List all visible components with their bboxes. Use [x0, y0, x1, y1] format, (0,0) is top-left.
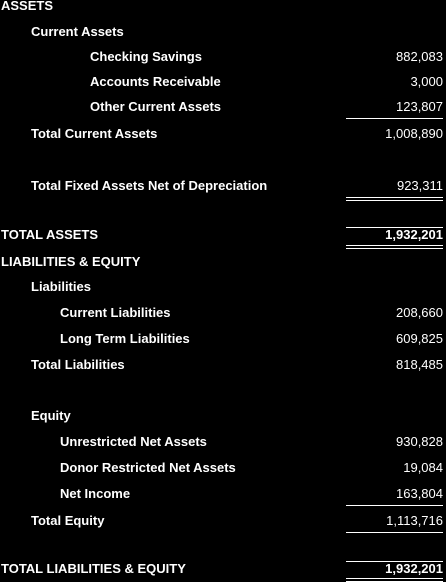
line-item-value: 163,804 — [396, 486, 443, 501]
subtotal-rule — [346, 505, 443, 506]
line-item-value: 208,660 — [396, 305, 443, 320]
table-row — [0, 47, 446, 67]
fixed-assets-value: 923,311 — [396, 178, 443, 193]
grand-total-double-rule — [346, 578, 443, 582]
liabilities-heading-row — [0, 277, 446, 297]
total-current-assets-label: Total Current Assets — [31, 126, 158, 141]
line-item-label: Long Term Liabilities — [60, 331, 190, 346]
total-liabilities-equity-row — [0, 559, 446, 579]
table-row — [0, 72, 446, 92]
line-item-label: Current Liabilities — [60, 305, 171, 320]
equity-heading-row — [0, 406, 446, 426]
total-equity-label: Total Equity — [31, 513, 105, 528]
current-assets-heading-row — [0, 22, 446, 42]
line-item-value: 609,825 — [396, 331, 443, 346]
line-item-label: Checking Savings — [90, 49, 202, 64]
liabilities-heading: Liabilities — [31, 279, 91, 294]
table-row — [0, 484, 446, 504]
table-row — [0, 458, 446, 478]
subtotal-double-rule — [346, 197, 443, 201]
total-equity-row — [0, 511, 446, 531]
fixed-assets-label: Total Fixed Assets Net of Depreciation — [31, 178, 268, 193]
total-current-assets-value: 1,008,890 — [385, 126, 443, 141]
equity-heading: Equity — [31, 408, 71, 423]
line-item-value: 19,084 — [403, 460, 443, 475]
total-assets-label: TOTAL ASSETS — [1, 227, 99, 242]
liabilities-equity-heading-row — [0, 252, 446, 272]
table-row — [0, 329, 446, 349]
assets-heading-row — [0, 0, 446, 16]
total-liabilities-equity-value: 1,932,201 — [385, 561, 443, 576]
total-liabilities-label: Total Liabilities — [31, 357, 125, 372]
total-liabilities-equity-label: TOTAL LIABILITIES & EQUITY — [1, 561, 186, 576]
fixed-assets-row — [0, 176, 446, 196]
line-item-label: Donor Restricted Net Assets — [60, 460, 236, 475]
subtotal-rule — [346, 118, 443, 119]
total-assets-row — [0, 225, 446, 245]
table-row — [0, 97, 446, 117]
total-liabilities-row — [0, 355, 446, 375]
assets-heading: ASSETS — [1, 0, 54, 13]
line-item-value: 3,000 — [410, 74, 443, 89]
line-item-value: 930,828 — [396, 434, 443, 449]
line-item-value: 123,807 — [396, 99, 443, 114]
grand-total-double-rule — [346, 245, 443, 249]
table-row — [0, 303, 446, 323]
total-equity-value: 1,113,716 — [386, 513, 443, 528]
line-item-label: Other Current Assets — [90, 99, 221, 114]
total-liabilities-value: 818,485 — [396, 357, 443, 372]
line-item-value: 882,083 — [396, 49, 443, 64]
total-assets-value: 1,932,201 — [385, 227, 443, 242]
line-item-label: Unrestricted Net Assets — [60, 434, 207, 449]
table-row — [0, 432, 446, 452]
line-item-label: Accounts Receivable — [90, 74, 221, 89]
current-assets-heading: Current Assets — [31, 24, 124, 39]
line-item-label: Net Income — [60, 486, 131, 501]
liabilities-equity-heading: LIABILITIES & EQUITY — [1, 254, 141, 269]
subtotal-rule — [346, 532, 443, 533]
total-current-assets-row — [0, 124, 446, 144]
